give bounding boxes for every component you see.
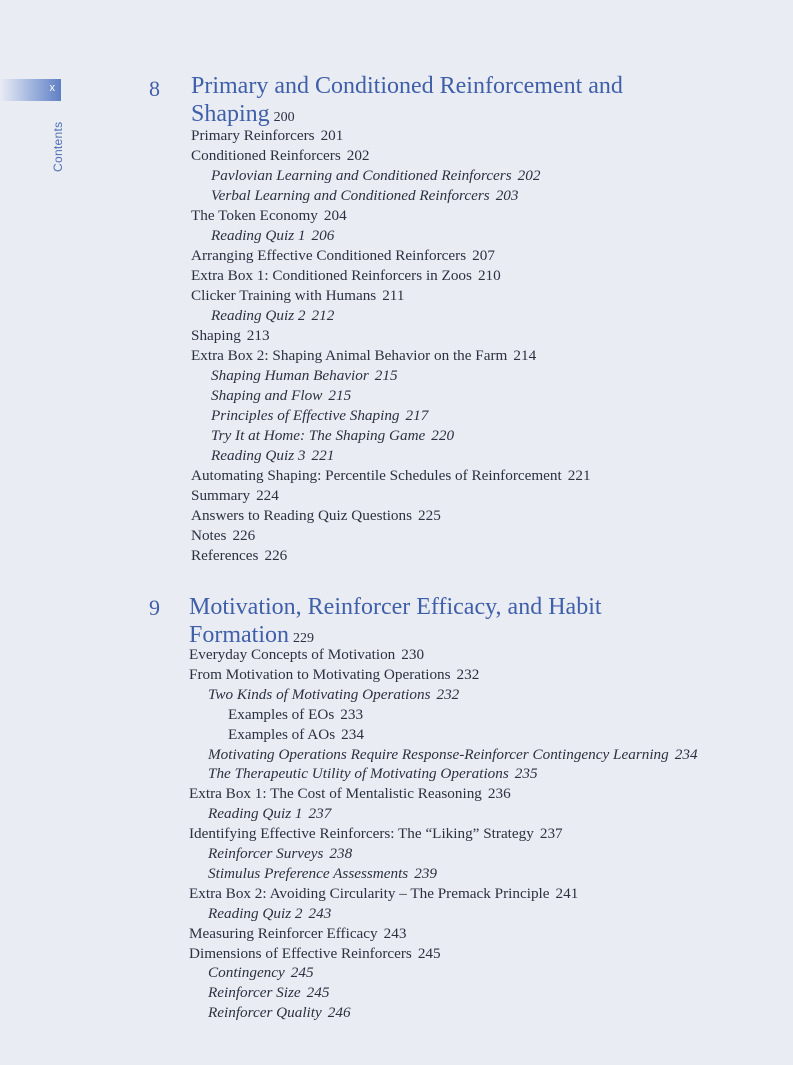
toc-entry-label: Principles of Effective Shaping bbox=[211, 407, 400, 424]
toc-entry-page: 226 bbox=[232, 527, 256, 544]
toc-entry-page: 243 bbox=[308, 904, 332, 922]
toc-entry-label: Everyday Concepts of Motivation bbox=[189, 646, 396, 663]
toc-entry-page: 210 bbox=[477, 267, 501, 284]
toc-entry-label: Primary Reinforcers bbox=[191, 127, 315, 144]
toc-entry-label: Shaping bbox=[191, 327, 241, 344]
toc-entry[interactable] bbox=[191, 346, 536, 366]
toc-entry-page: 243 bbox=[383, 924, 407, 942]
toc-entry-label: Extra Box 2: Shaping Animal Behavior on the Farm bbox=[191, 347, 508, 364]
toc-entry-page: 221 bbox=[311, 447, 335, 464]
toc-entry[interactable] bbox=[191, 146, 370, 166]
toc-entry-page: 220 bbox=[431, 427, 455, 444]
toc-entry-page: 202 bbox=[346, 147, 370, 164]
chapter-title[interactable] bbox=[189, 593, 729, 653]
toc-entry[interactable] bbox=[211, 426, 454, 446]
toc-entry-page: 211 bbox=[382, 287, 405, 304]
toc-entry-label: Reinforcer Quality bbox=[208, 1004, 322, 1022]
toc-entry-label: Notes bbox=[191, 527, 227, 544]
toc-entry-label: Shaping and Flow bbox=[211, 387, 323, 404]
toc-entry-page: 203 bbox=[495, 187, 519, 204]
toc-entry-label: Verbal Learning and Conditioned Reinforcers bbox=[211, 187, 490, 204]
toc-entry-label: Shaping Human Behavior bbox=[211, 367, 369, 384]
toc-entry-label: Two Kinds of Motivating Operations bbox=[208, 685, 431, 703]
toc-entry[interactable] bbox=[208, 804, 331, 824]
toc-entry-label: Measuring Reinforcer Efficacy bbox=[189, 924, 378, 942]
toc-entry-label: Examples of EOs bbox=[228, 705, 335, 723]
toc-entry[interactable] bbox=[211, 406, 428, 426]
toc-entry[interactable] bbox=[208, 1003, 351, 1023]
toc-entry-label: Answers to Reading Quiz Questions bbox=[191, 507, 413, 524]
toc-entry-page: 214 bbox=[513, 347, 537, 364]
toc-entry[interactable] bbox=[211, 446, 334, 466]
section-tab bbox=[0, 79, 61, 101]
toc-entry[interactable] bbox=[211, 386, 351, 406]
toc-entry[interactable] bbox=[208, 745, 698, 765]
chapter-number: 8 bbox=[149, 76, 160, 101]
toc-entry-page: 245 bbox=[306, 984, 330, 1002]
toc-entry[interactable] bbox=[211, 166, 540, 186]
toc-entry[interactable] bbox=[189, 884, 578, 904]
chapter-title-text: Motivation, Reinforcer Efficacy, and Habit Formation bbox=[189, 594, 602, 648]
chapter-title[interactable] bbox=[191, 72, 731, 132]
toc-entry[interactable] bbox=[191, 206, 347, 226]
toc-entry-label: Reinforcer Size bbox=[208, 984, 301, 1002]
toc-entry[interactable] bbox=[189, 824, 563, 844]
toc-entry-page: 226 bbox=[264, 547, 288, 564]
toc-entry[interactable] bbox=[208, 904, 331, 924]
toc-entry[interactable] bbox=[228, 725, 364, 745]
toc-entry-label: Conditioned Reinforcers bbox=[191, 147, 341, 164]
toc-entry-label: Motivating Operations Require Response-Reinforcer Contingency Learning bbox=[208, 745, 669, 763]
toc-entry-page: 224 bbox=[256, 487, 279, 504]
toc-entry[interactable] bbox=[208, 963, 314, 983]
toc-entry-label: Arranging Effective Conditioned Reinforcers bbox=[191, 247, 467, 264]
toc-entry-label: The Therapeutic Utility of Motivating Operations bbox=[208, 765, 509, 783]
toc-entry[interactable] bbox=[191, 266, 501, 286]
toc-entry-page: 239 bbox=[414, 864, 437, 882]
toc-entry-label: Dimensions of Effective Reinforcers bbox=[189, 944, 412, 962]
toc-entry[interactable] bbox=[191, 486, 279, 506]
toc-entry-label: Clicker Training with Humans bbox=[191, 287, 377, 304]
toc-entry[interactable] bbox=[208, 844, 352, 864]
toc-entry[interactable] bbox=[208, 764, 538, 784]
toc-entry-page: 204 bbox=[323, 207, 347, 224]
toc-entry[interactable] bbox=[189, 645, 424, 665]
chapter-page: 200 bbox=[273, 110, 295, 125]
toc-entry[interactable] bbox=[208, 864, 437, 884]
toc-entry[interactable] bbox=[189, 924, 406, 944]
running-header-contents: Contents bbox=[51, 121, 65, 172]
toc-entry-page: 225 bbox=[418, 507, 441, 524]
chapter-page: 229 bbox=[293, 631, 314, 646]
toc-entry-page: 230 bbox=[401, 646, 425, 663]
toc-entry-page: 213 bbox=[246, 327, 270, 344]
chapter-title-text: Primary and Conditioned Reinforcement and Shaping bbox=[191, 73, 623, 127]
toc-entry-page: 234 bbox=[341, 725, 364, 743]
toc-entry-label: Extra Box 1: The Cost of Mentalistic Reasoning bbox=[189, 785, 482, 803]
toc-entry-page: 232 bbox=[436, 685, 460, 703]
toc-entry-page: 212 bbox=[311, 307, 335, 324]
toc-entry-page: 245 bbox=[290, 964, 314, 982]
toc-entry[interactable] bbox=[191, 326, 270, 346]
toc-entry[interactable] bbox=[191, 506, 441, 526]
toc-entry-page: 234 bbox=[674, 745, 698, 763]
toc-entry-label: References bbox=[191, 547, 259, 564]
toc-entry[interactable] bbox=[191, 466, 591, 486]
toc-entry[interactable] bbox=[211, 226, 334, 246]
toc-entry-page: 221 bbox=[567, 467, 591, 484]
toc-entry-label: Extra Box 2: Avoiding Circularity – The Premack Principle bbox=[189, 884, 550, 902]
toc-entry-label: Reading Quiz 3 bbox=[211, 447, 306, 464]
toc-entry-label: Reading Quiz 2 bbox=[208, 904, 303, 922]
section-tab-label: x bbox=[49, 82, 55, 94]
toc-entry-page: 235 bbox=[514, 765, 538, 783]
toc-entry[interactable] bbox=[191, 246, 495, 266]
toc-entry-label: Contingency bbox=[208, 964, 285, 982]
toc-entry-page: 246 bbox=[327, 1004, 351, 1022]
toc-entry-label: From Motivation to Motivating Operations bbox=[189, 665, 451, 683]
toc-entry-label: Examples of AOs bbox=[228, 725, 336, 743]
toc-entry-label: Stimulus Preference Assessments bbox=[208, 864, 409, 882]
toc-entry[interactable] bbox=[228, 705, 363, 725]
toc-entry[interactable] bbox=[211, 366, 398, 386]
toc-entry[interactable] bbox=[208, 685, 459, 705]
toc-entry[interactable] bbox=[211, 306, 334, 326]
toc-entry[interactable] bbox=[208, 983, 329, 1003]
toc-entry-label: Try It at Home: The Shaping Game bbox=[211, 427, 426, 444]
toc-entry-page: 215 bbox=[328, 387, 352, 404]
toc-entry-page: 215 bbox=[374, 367, 398, 384]
toc-entry-label: The Token Economy bbox=[191, 207, 318, 224]
toc-entry-page: 233 bbox=[340, 705, 364, 723]
toc-entry-page: 217 bbox=[405, 407, 429, 424]
toc-entry-page: 206 bbox=[311, 227, 335, 244]
toc-entry-page: 207 bbox=[472, 247, 495, 264]
toc-entry[interactable] bbox=[191, 286, 404, 306]
toc-entry-page: 202 bbox=[517, 167, 541, 184]
toc-entry[interactable] bbox=[189, 665, 479, 685]
toc-entry[interactable] bbox=[189, 784, 511, 804]
toc-entry-label: Pavlovian Learning and Conditioned Reinforcers bbox=[211, 167, 512, 184]
toc-entry-label: Reading Quiz 1 bbox=[208, 805, 303, 823]
toc-entry-label: Identifying Effective Reinforcers: The “Liking” Strategy bbox=[189, 825, 534, 843]
toc-entry-page: 245 bbox=[417, 944, 441, 962]
toc-entry[interactable] bbox=[191, 126, 343, 146]
toc-entry-label: Automating Shaping: Percentile Schedules of Reinforcement bbox=[191, 467, 562, 484]
toc-entry-page: 241 bbox=[555, 884, 579, 902]
toc-entry[interactable] bbox=[189, 944, 441, 964]
toc-entry-label: Reading Quiz 2 bbox=[211, 307, 306, 324]
toc-entry-label: Summary bbox=[191, 487, 251, 504]
toc-entry-label: Reinforcer Surveys bbox=[208, 845, 324, 862]
toc-entry-page: 238 bbox=[329, 845, 353, 862]
toc-entry-page: 237 bbox=[539, 825, 563, 843]
toc-entry-label: Reading Quiz 1 bbox=[211, 227, 306, 244]
toc-entry-label: Extra Box 1: Conditioned Reinforcers in Zoos bbox=[191, 267, 472, 284]
toc-entry[interactable] bbox=[191, 546, 287, 566]
toc-entry-page: 232 bbox=[456, 665, 480, 683]
toc-entry[interactable] bbox=[191, 526, 255, 546]
chapter-number: 9 bbox=[149, 595, 160, 620]
toc-entry-page: 237 bbox=[308, 805, 332, 823]
toc-entry-page: 201 bbox=[320, 127, 344, 144]
toc-entry-page: 236 bbox=[487, 785, 511, 803]
toc-entry[interactable] bbox=[211, 186, 518, 206]
